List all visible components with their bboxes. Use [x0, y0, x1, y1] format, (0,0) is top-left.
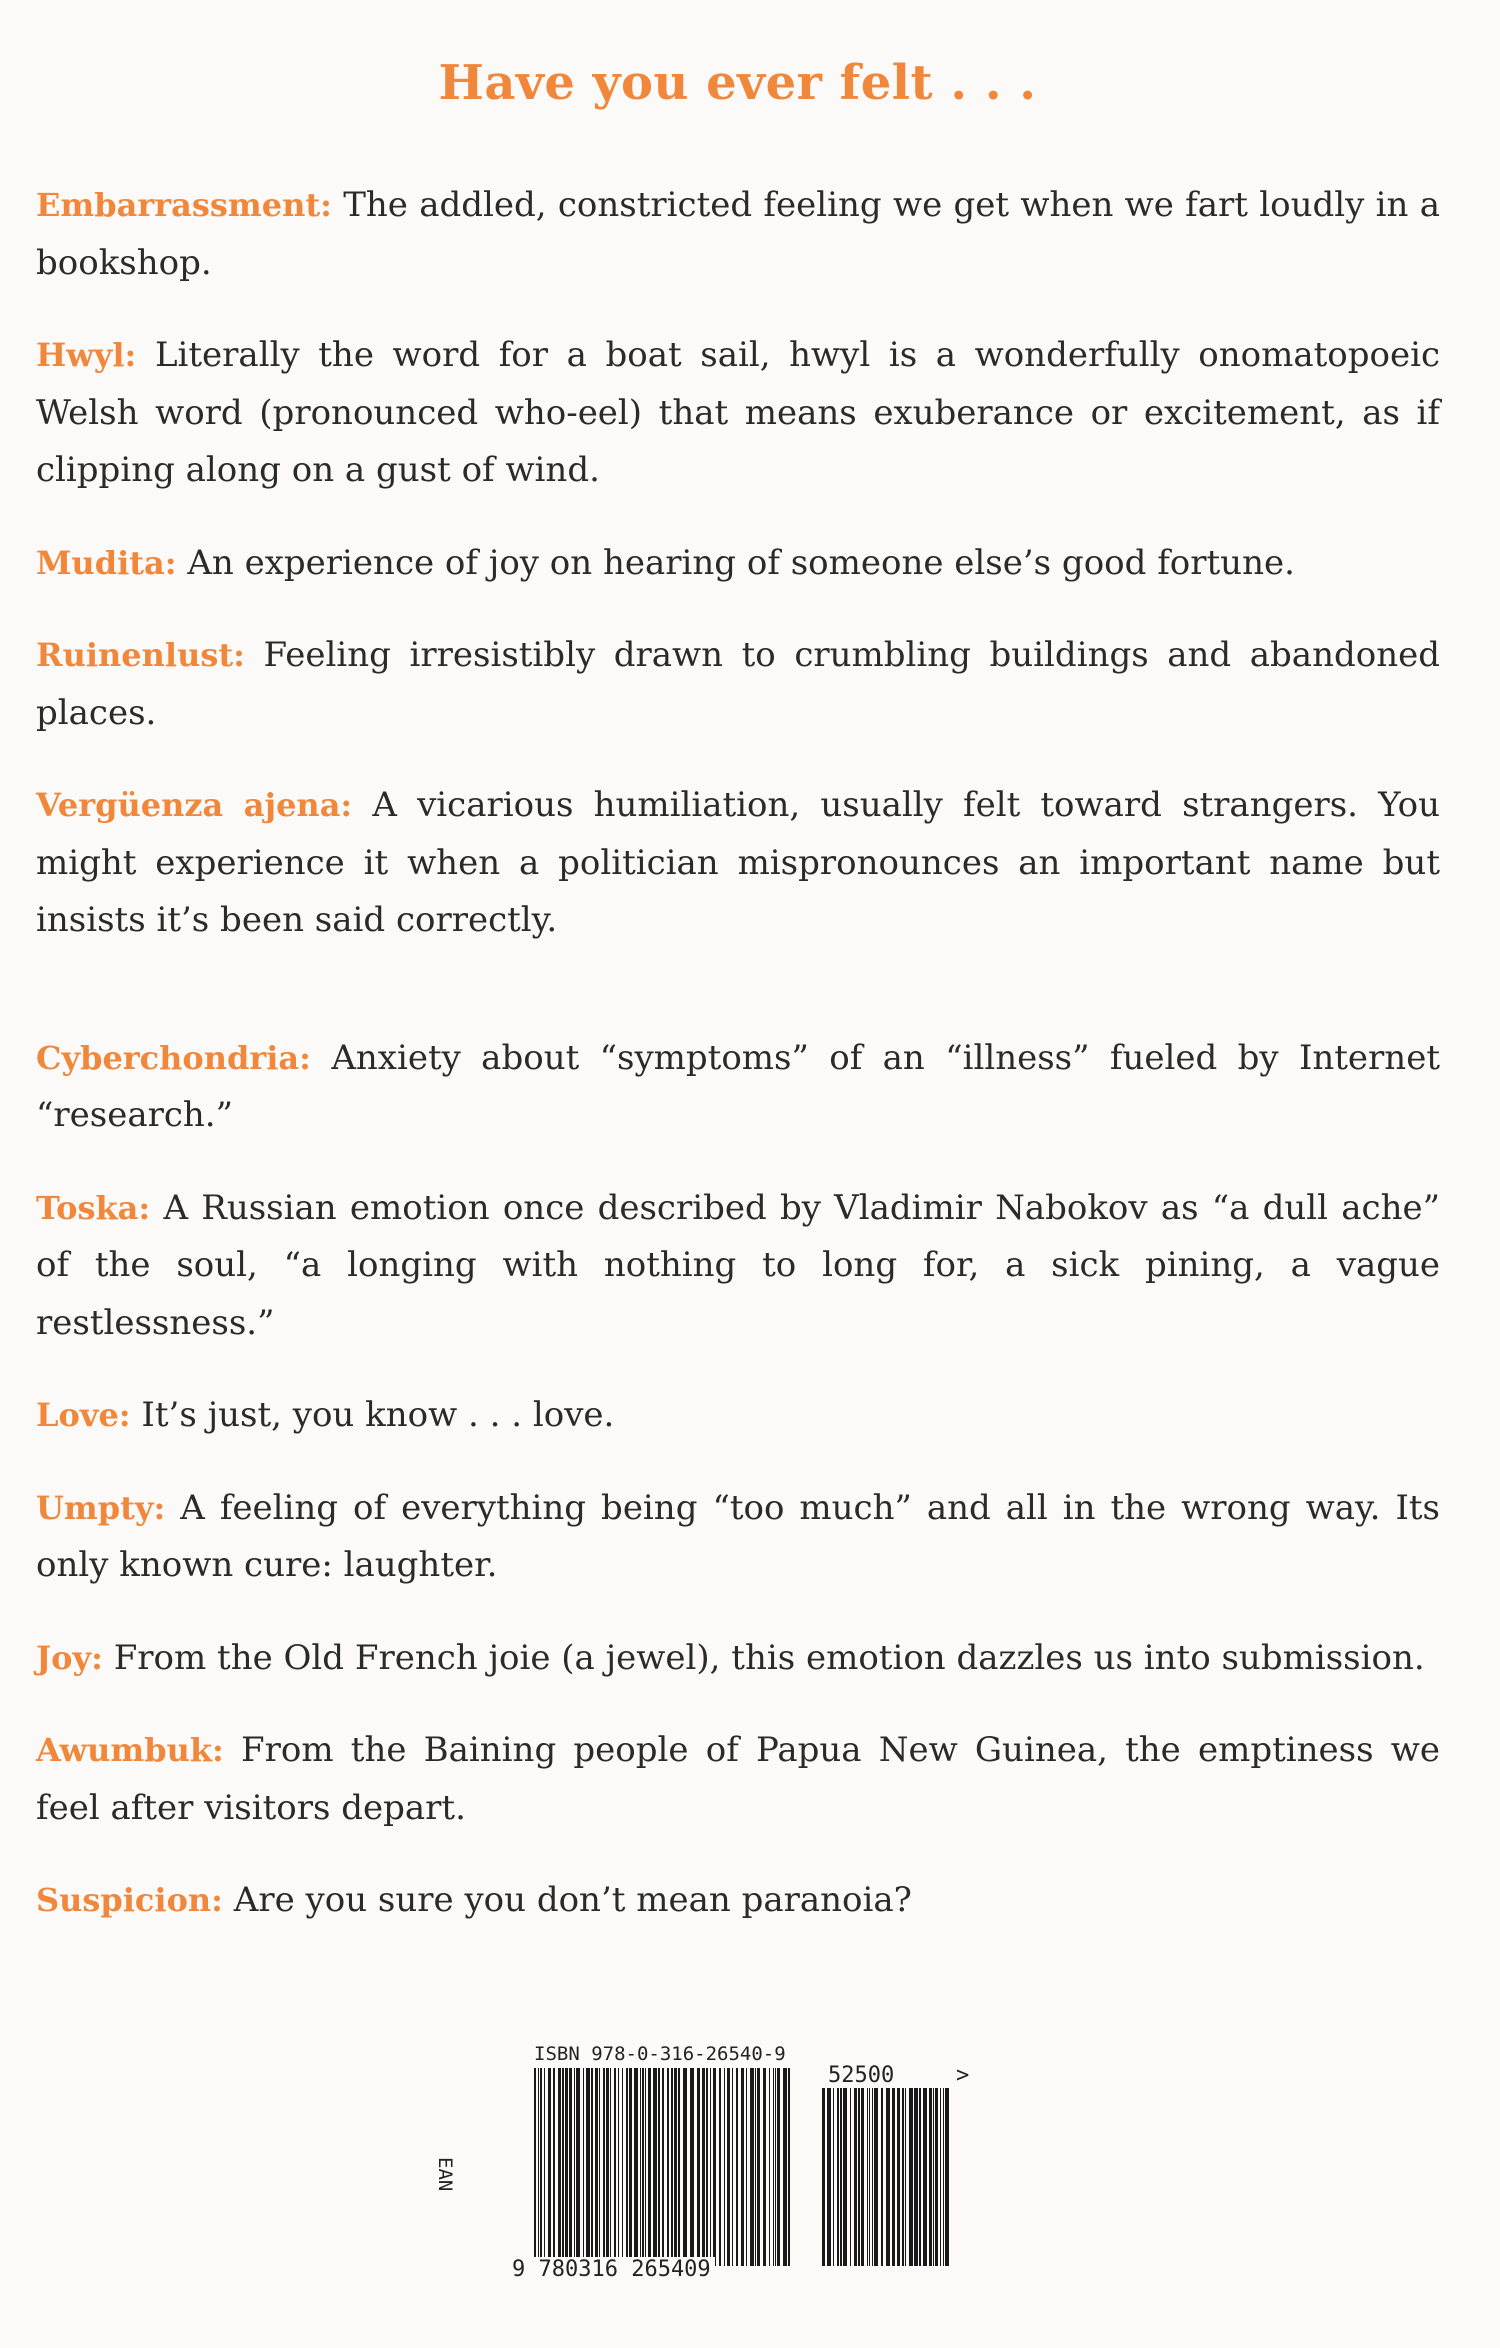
- barcode-arrow: >: [956, 2063, 970, 2088]
- entry-text: From the Old French joie (a jewel), this emotion dazzles us into submission.: [102, 1637, 1425, 1678]
- entry-text: Are you sure you don’t mean paranoia?: [222, 1880, 912, 1920]
- list-item: [36, 627, 1440, 742]
- barcode: [434, 2035, 990, 2295]
- emotion-list: [36, 177, 1440, 1965]
- list-item: [36, 777, 1440, 950]
- entry-term: Toska:: [36, 1188, 151, 1227]
- entry-term: Vergüenza ajena:: [36, 786, 353, 824]
- entry-term: Umpty:: [36, 1488, 166, 1527]
- list-item: [36, 1480, 1440, 1595]
- list-item: [36, 1387, 1440, 1445]
- entry-text: Literally the word for a boat sail, hwyl is a wonderfully onomatopoeic Welsh word (pronounced who-eel) that means exuberance or excitement, as if clipping along on a gust of wind.: [36, 335, 1440, 490]
- list-item: [36, 1180, 1440, 1353]
- entry-text: From the Baining people of Papua New Guinea, the emptiness we feel after visitors depart.: [36, 1730, 1440, 1828]
- entry-text: A vicarious humiliation, usually felt toward strangers. You might experience it when a politician mispronounces an important name but insists it’s been said correctly.: [36, 785, 1440, 940]
- list-item: [36, 177, 1440, 292]
- ean-label: EAN: [434, 2157, 456, 2192]
- list-item: [36, 1722, 1440, 1837]
- barcode-bars: [534, 2068, 790, 2266]
- isbn-label: ISBN 978-0-316-26540-9: [534, 2043, 786, 2065]
- entry-term: Cyberchondria:: [36, 1038, 311, 1077]
- entry-term: Embarrassment:: [36, 186, 332, 224]
- entry-term: Suspicion:: [36, 1881, 223, 1919]
- entry-text: It’s just, you know . . . love.: [130, 1395, 615, 1435]
- entry-text: The addled, constricted feeling we get when we fart loudly in a bookshop.: [36, 185, 1440, 283]
- entry-text: An experience of joy on hearing of someone else’s good fortune.: [176, 542, 1295, 583]
- list-item: [36, 327, 1440, 500]
- entry-text: A Russian emotion once described by Vladimir Nabokov as “a dull ache” of the soul, “a longing with nothing to long for, a sick pining, a vague restlessness.”: [36, 1187, 1440, 1343]
- entry-term: Joy:: [36, 1638, 103, 1677]
- entry-term: Hwyl:: [36, 336, 137, 374]
- list-item: [36, 535, 1440, 593]
- barcode-addon-bars: [822, 2088, 950, 2266]
- page-heading: Have you ever felt . . .: [438, 55, 1037, 111]
- barcode-number: 9 780316 265409: [508, 2257, 715, 2282]
- entry-term: Awumbuk:: [36, 1731, 224, 1769]
- entry-term: Love:: [36, 1396, 131, 1434]
- list-item: [36, 1872, 1440, 1930]
- entry-text: Feeling irresistibly drawn to crumbling buildings and abandoned places.: [36, 635, 1440, 733]
- list-item: [36, 1630, 1440, 1688]
- entry-text: A feeling of everything being “too much” and all in the wrong way. Its only known cure: laughter.: [36, 1487, 1440, 1585]
- list-item: [36, 1030, 1440, 1145]
- entry-term: Ruinenlust:: [36, 636, 245, 674]
- barcode-addon-number: 52500: [828, 2063, 895, 2088]
- entry-term: Mudita:: [36, 543, 177, 582]
- entry-text: Anxiety about “symptoms” of an “illness” fueled by Internet “research.”: [36, 1037, 1440, 1135]
